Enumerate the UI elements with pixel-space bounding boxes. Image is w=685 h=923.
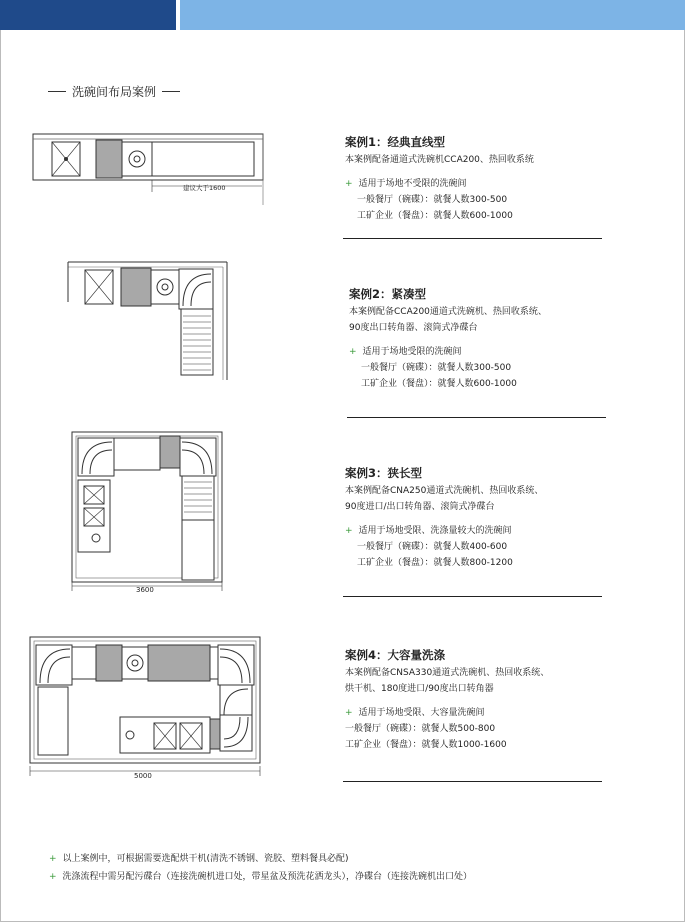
plan-case-2 <box>65 258 230 383</box>
footer-note: + 洗涤流程中需另配污碟台（连接洗碗机进口处，带星盆及预洗花洒龙头），净碟台（连接洗碗机出口处） <box>49 872 473 882</box>
plan-case-4 <box>26 633 266 783</box>
plus-icon: + <box>349 347 357 357</box>
plus-icon: + <box>49 872 57 882</box>
case-2-title: 案例2：紧凑型 <box>349 287 427 301</box>
section-heading <box>48 83 180 100</box>
case-4-desc-line: 烘干机、180度进口/90度出口转角器 <box>345 684 494 694</box>
header-bar-dark <box>0 0 176 30</box>
plus-icon: + <box>345 526 353 536</box>
plan-4-label: 5000 <box>134 772 152 780</box>
case-4-capacity-line: 一般餐厅（碗碟）：就餐人数500-800 <box>345 724 496 734</box>
case-2-desc-line: 90度出口转角器、滚筒式净碟台 <box>349 323 478 333</box>
case-4-bullet: + 适用于场地受限、大容量洗碗间 <box>345 708 485 718</box>
case-1-divider <box>343 238 602 239</box>
case-3-capacity-line: 工矿企业（餐盘）：就餐人数800-1200 <box>357 558 513 568</box>
case-1-capacity-line: 一般餐厅（碗碟）：就餐人数300-500 <box>357 195 508 205</box>
case-3 <box>345 465 543 571</box>
case-3-desc-line: 本案例配备CNA250通道式洗碗机、热回收系统、 <box>345 486 544 496</box>
case-4-divider <box>343 781 602 782</box>
section-title: 洗碗间布局案例 <box>72 85 157 99</box>
plus-icon: + <box>49 854 57 864</box>
footer-note: + 以上案例中，可根据需要选配烘干机(清洗不锈钢、瓷胶、塑料餐具必配) <box>49 854 349 864</box>
case-3-bullet: + 适用于场地受限、洗涤量较大的洗碗间 <box>345 526 512 536</box>
case-2 <box>349 286 547 392</box>
case-4-desc-line: 本案例配备CNSA330通道式洗碗机、热回收系统、 <box>345 668 550 678</box>
plus-icon: + <box>345 179 353 189</box>
case-1-bullet: + 适用于场地不受限的洗碗间 <box>345 179 467 189</box>
case-1-title: 案例1：经典直线型 <box>345 135 446 149</box>
case-3-divider <box>343 596 602 597</box>
case-2-capacity-line: 一般餐厅（碗碟）：就餐人数300-500 <box>361 363 512 373</box>
footer-notes <box>49 850 472 886</box>
case-2-bullet: + 适用于场地受限的洗碗间 <box>349 347 462 357</box>
plus-icon: + <box>345 708 353 718</box>
case-4-title: 案例4：大容量洗涤 <box>345 648 446 662</box>
heading-dash-right <box>162 91 180 92</box>
case-2-divider <box>347 417 606 418</box>
case-2-capacity-line: 工矿企业（餐盘）：就餐人数600-1000 <box>361 379 517 389</box>
case-4-capacity-line: 工矿企业（餐盘）：就餐人数1000-1600 <box>345 740 507 750</box>
plan-case-3 <box>68 428 228 598</box>
case-2-desc-line: 本案例配备CCA200通道式洗碗机、热回收系统、 <box>349 307 547 317</box>
case-1-capacity-line: 工矿企业（餐盘）：就餐人数600-1000 <box>357 211 513 221</box>
header-bar-light <box>180 0 685 30</box>
case-3-desc-line: 90度进口/出口转角器、滚筒式净碟台 <box>345 502 495 512</box>
case-4 <box>345 647 549 753</box>
case-1 <box>345 134 534 224</box>
case-1-desc-line: 本案例配备通道式洗碗机CCA200、热回收系统 <box>345 155 534 165</box>
plan-case-1 <box>30 130 270 210</box>
heading-dash-left <box>48 91 66 92</box>
case-3-capacity-line: 一般餐厅（碗碟）：就餐人数400-600 <box>357 542 508 552</box>
plan-1-label: 建议大于1600 <box>183 184 226 192</box>
plan-3-label: 3600 <box>136 586 154 594</box>
case-3-title: 案例3：狭长型 <box>345 466 423 480</box>
